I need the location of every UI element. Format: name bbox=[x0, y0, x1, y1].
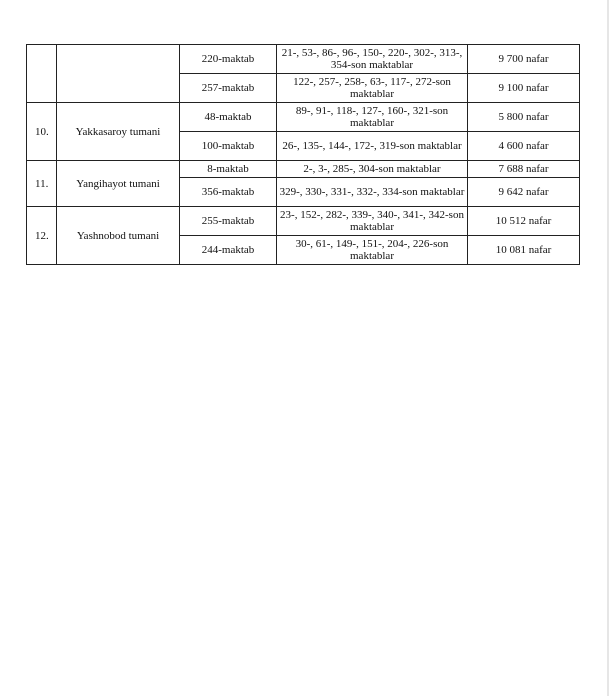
school-list-cell: 30-, 61-, 149-, 151-, 204-, 226-son maktablar bbox=[277, 236, 468, 265]
school-cell: 257-maktab bbox=[180, 74, 277, 103]
school-cell: 255-maktab bbox=[180, 207, 277, 236]
student-count-cell: 10 512 nafar bbox=[468, 207, 580, 236]
school-cell: 100-maktab bbox=[180, 132, 277, 161]
student-count-cell: 9 100 nafar bbox=[468, 74, 580, 103]
student-count-cell: 4 600 nafar bbox=[468, 132, 580, 161]
school-list-cell: 23-, 152-, 282-, 339-, 340-, 341-, 342-son maktablar bbox=[277, 207, 468, 236]
school-list-cell: 26-, 135-, 144-, 172-, 319-son maktablar bbox=[277, 132, 468, 161]
row-number-cell: 12. bbox=[27, 207, 57, 265]
school-list-cell: 89-, 91-, 118-, 127-, 160-, 321-son maktablar bbox=[277, 103, 468, 132]
school-cell: 220-maktab bbox=[180, 45, 277, 74]
district-cell: Yakkasaroy tumani bbox=[57, 103, 180, 161]
school-list-cell: 21-, 53-, 86-, 96-, 150-, 220-, 302-, 313-, 354-son maktablar bbox=[277, 45, 468, 74]
district-cell: Yangihayot tumani bbox=[57, 161, 180, 207]
school-cell: 8-maktab bbox=[180, 161, 277, 178]
student-count-cell: 7 688 nafar bbox=[468, 161, 580, 178]
district-cell: Yashnobod tumani bbox=[57, 207, 180, 265]
schools-table bbox=[26, 44, 580, 265]
school-list-cell: 2-, 3-, 285-, 304-son maktablar bbox=[277, 161, 468, 178]
student-count-cell: 9 642 nafar bbox=[468, 178, 580, 207]
table-row bbox=[27, 161, 580, 178]
row-number-cell: 11. bbox=[27, 161, 57, 207]
student-count-cell: 5 800 nafar bbox=[468, 103, 580, 132]
school-cell: 356-maktab bbox=[180, 178, 277, 207]
student-count-cell: 10 081 nafar bbox=[468, 236, 580, 265]
table-row bbox=[27, 207, 580, 236]
row-number-cell: 10. bbox=[27, 103, 57, 161]
school-cell: 244-maktab bbox=[180, 236, 277, 265]
table-row bbox=[27, 103, 580, 132]
student-count-cell: 9 700 nafar bbox=[468, 45, 580, 74]
district-cell bbox=[57, 45, 180, 103]
school-cell: 48-maktab bbox=[180, 103, 277, 132]
table-row bbox=[27, 45, 580, 74]
row-number-cell bbox=[27, 45, 57, 103]
school-list-cell: 329-, 330-, 331-, 332-, 334-son maktablar bbox=[277, 178, 468, 207]
school-list-cell: 122-, 257-, 258-, 63-, 117-, 272-son maktablar bbox=[277, 74, 468, 103]
